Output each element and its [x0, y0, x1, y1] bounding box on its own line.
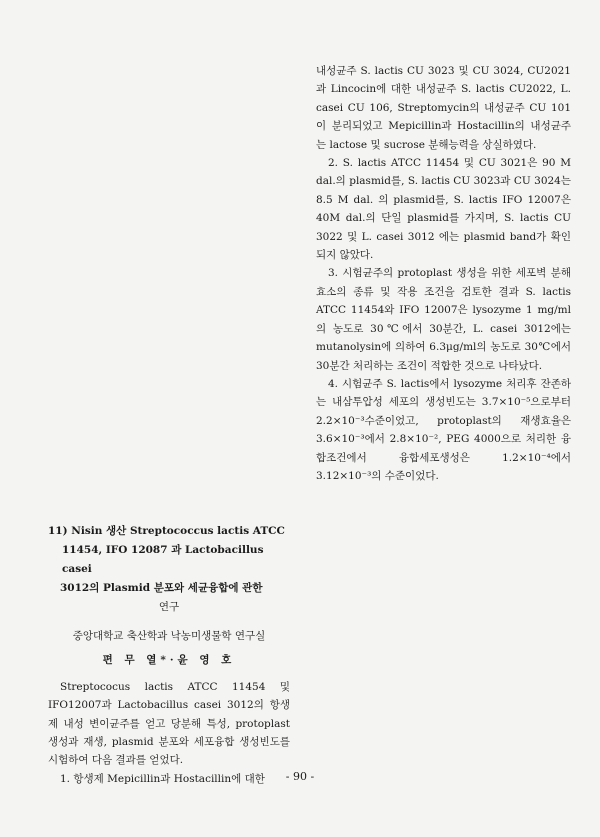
article-title — [48, 522, 290, 617]
title-line: 11) Nisin 생산 Streptococcus lactis ATCC — [48, 525, 285, 537]
right-column — [316, 62, 571, 485]
abstract-paragraph: Streptococus lactis ATCC 11454 및 IFO12007과 Lactobacillus casei 3012의 항생제 내성 변이균주를 얻고 당분해 특성, protoplast 생성과 재생, plasmid 분포와 세포융합 생성빈도를 시험하여 다음 결과를 얻었다. — [48, 680, 290, 767]
title-line: 11454, IFO 12087 과 Lactobacillus casei — [62, 544, 264, 575]
result-item-1: 1. 항생제 Mepicillin과 Hostacillin에 대한 — [60, 772, 265, 785]
result-item-3: 3. 시험균주의 protoplast 생성을 위한 세포벽 분해효소의 종류 및 작용 조건을 검토한 결과 S. lactis ATCC 11454와 IFO 12007은 lysozyme 1 mg/ml의 농도로 30℃에서 30분간, L. casei 3012에는 mutanolysin에 의하여 6.3μg/ml의 농도로 30℃에서 30분간 처리하는 조건이 적합한 것으로 나타났다. — [316, 267, 571, 372]
result-item-2: 2. S. lactis ATCC 11454 및 CU 3021은 90 M dal.의 plasmid를, S. lactis CU 3023과 CU 3024는 8.5 M dal. 의 plasmid를, S. lactis IFO 12007은 40M dal.의 단일 plasmid를 가지며, S. lactis CU 3022 및 L. casei 3012 에는 plasmid band가 확인되지 않았다. — [316, 157, 571, 262]
title-line: 연구 — [158, 601, 180, 613]
authors: 편 무 열*·윤 영 호 — [102, 654, 236, 667]
article-column — [48, 522, 290, 788]
affiliation: 중앙대학교 축산학과 낙농미생물학 연구실 — [72, 630, 266, 642]
paragraph: 내성균주 S. lactis CU 3023 및 CU 3024, CU2021과 Lincocin에 대한 내성균주 S. lactis CU2022, L. casei CU 106, Streptomycin의 내성균주 CU 101이 분리되었고 Mepicillin과 Hostacillin의 내성균주는 lactose 및 sucrose 분해능력을 상실하였다. — [316, 65, 571, 151]
page-number: - 90 - — [285, 770, 315, 783]
result-item-4: 4. 시험균주 S. lactis에서 lysozyme 처리후 잔존하는 내삼투압성 세포의 생성빈도는 3.7×10⁻⁵으로부터 2.2×10⁻³수준이었고, protoplast의 재생효율은 3.6×10⁻³에서 2.8×10⁻², PEG 4000으로 처리한 융합조건에서 융합세포생성은 1.2×10⁻⁴에서 3.12×10⁻³의 수준이었다. — [316, 377, 571, 482]
title-line: 3012의 Plasmid 분포와 세균융합에 관한 — [60, 582, 263, 594]
